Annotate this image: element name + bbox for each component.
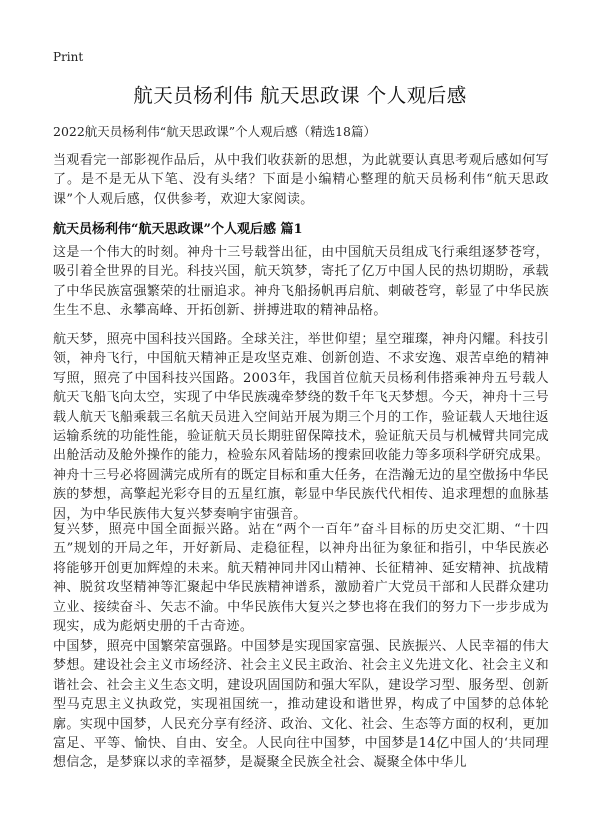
body-paragraph-2: 航天梦，照亮中国科技兴国路。全球关注，举世仰望；星空璀璨，神舟闪耀。科技引领，神舟飞行，中国航天精神正是攻坚克难、创新创造、不求安逸、艰苦卓绝的精神写照，照亮了中国科技兴国路。2003年，我国首位航天员杨利伟搭乘神舟五号载人航天飞船飞向太空，实现了中华民族魂牵梦绕的数千年飞天梦想。今天，神舟十三号载人航天飞船乘载三名航天员进入空间站开展为期三个月的工作，验证载人天地往返运输系统的功能性能，验证航天员长期驻留保障技术，验证航天员与机械臂共同完成出舱活动及舱外操作的能力，检验东风着陆场的搜索回收能力等多项科学研究成果。神舟十三号必将圆满完成所有的既定目标和重大任务，在浩瀚无边的星空傲扬中华民族的梦想，高擎起光彩夺目的五星红旗，彰显中华民族代代相传、追求理想的血脉基因，为中华民族伟大复兴梦奏响宇宙强音。 <box>53 332 549 522</box>
body-paragraph-3: 复兴梦，照亮中国全面振兴路。站在“两个一百年”奋斗目标的历史交汇期、“十四五”规划的开局之年，开好新局、走稳征程，以神舟出征为象征和指引，中华民族必将能够开创更加辉煌的未来。航天精神同井冈山精神、长征精神、延安精神、抗战精神、脱贫攻坚精神等汇聚起中华民族精神谱系，激励着广大党员干部和人民群众建功立业、接续奋斗、矢志不渝。中华民族伟大复兴之梦也将在我们的努力下一步步成为现实，成为彪炳史册的千古奇迹。 <box>53 522 549 635</box>
document-subtitle: 2022航天员杨利伟“航天思政课”个人观后感（精选18篇） <box>53 124 376 139</box>
page-title: 航天员杨利伟 航天思政课 个人观后感 <box>133 84 467 107</box>
section-heading: 航天员杨利伟“航天思政课”个人观后感 篇1 <box>53 222 303 237</box>
body-paragraph-4: 中国梦，照亮中国繁荣富强路。中国梦是实现国家富强、民族振兴、人民幸福的伟大梦想。建设社会主义市场经济、社会主义民主政治、社会主义先进文化、社会主义和谐社会、社会主义生态文明，建设巩固国防和强大军队，建设学习型、服务型、创新型马克思主义执政党，实现祖国统一，推动建设和谐世界，构成了中国梦的总体轮廓。实现中国梦，人民充分享有经济、政治、文化、社会、生态等方面的权利，更加富足、平等、愉快、自由、安全。人民向往中国梦，中国梦是14亿中国人的‘共同理想信念，是梦寐以求的幸福梦，是凝聚全民族全社会、凝聚全体中华儿 <box>53 639 549 771</box>
body-paragraph-1: 这是一个伟大的时刻。神舟十三号载誉出征，由中国航天员组成飞行乘组逐梦苍穹，吸引着全世界的目光。科技兴国，航天筑梦，寄托了亿万中国人民的热切期盼，承载了中华民族富强繁荣的壮丽追求。神舟飞船扬帆再启航、刺破苍穹，彰显了中华民族生生不息、永攀高峰、开拓创新、拼搏进取的精神品格。 <box>53 245 549 319</box>
print-link[interactable]: Print <box>53 50 84 64</box>
intro-paragraph: 当观看完一部影视作品后，从中我们收获新的思想，为此就要认真思考观后感如何写了。是不是无从下笔、没有头绪？下面是小编精心整理的航天员杨利伟“航天思政课”个人观后感，仅供参考，欢迎大家阅读。 <box>53 153 549 207</box>
